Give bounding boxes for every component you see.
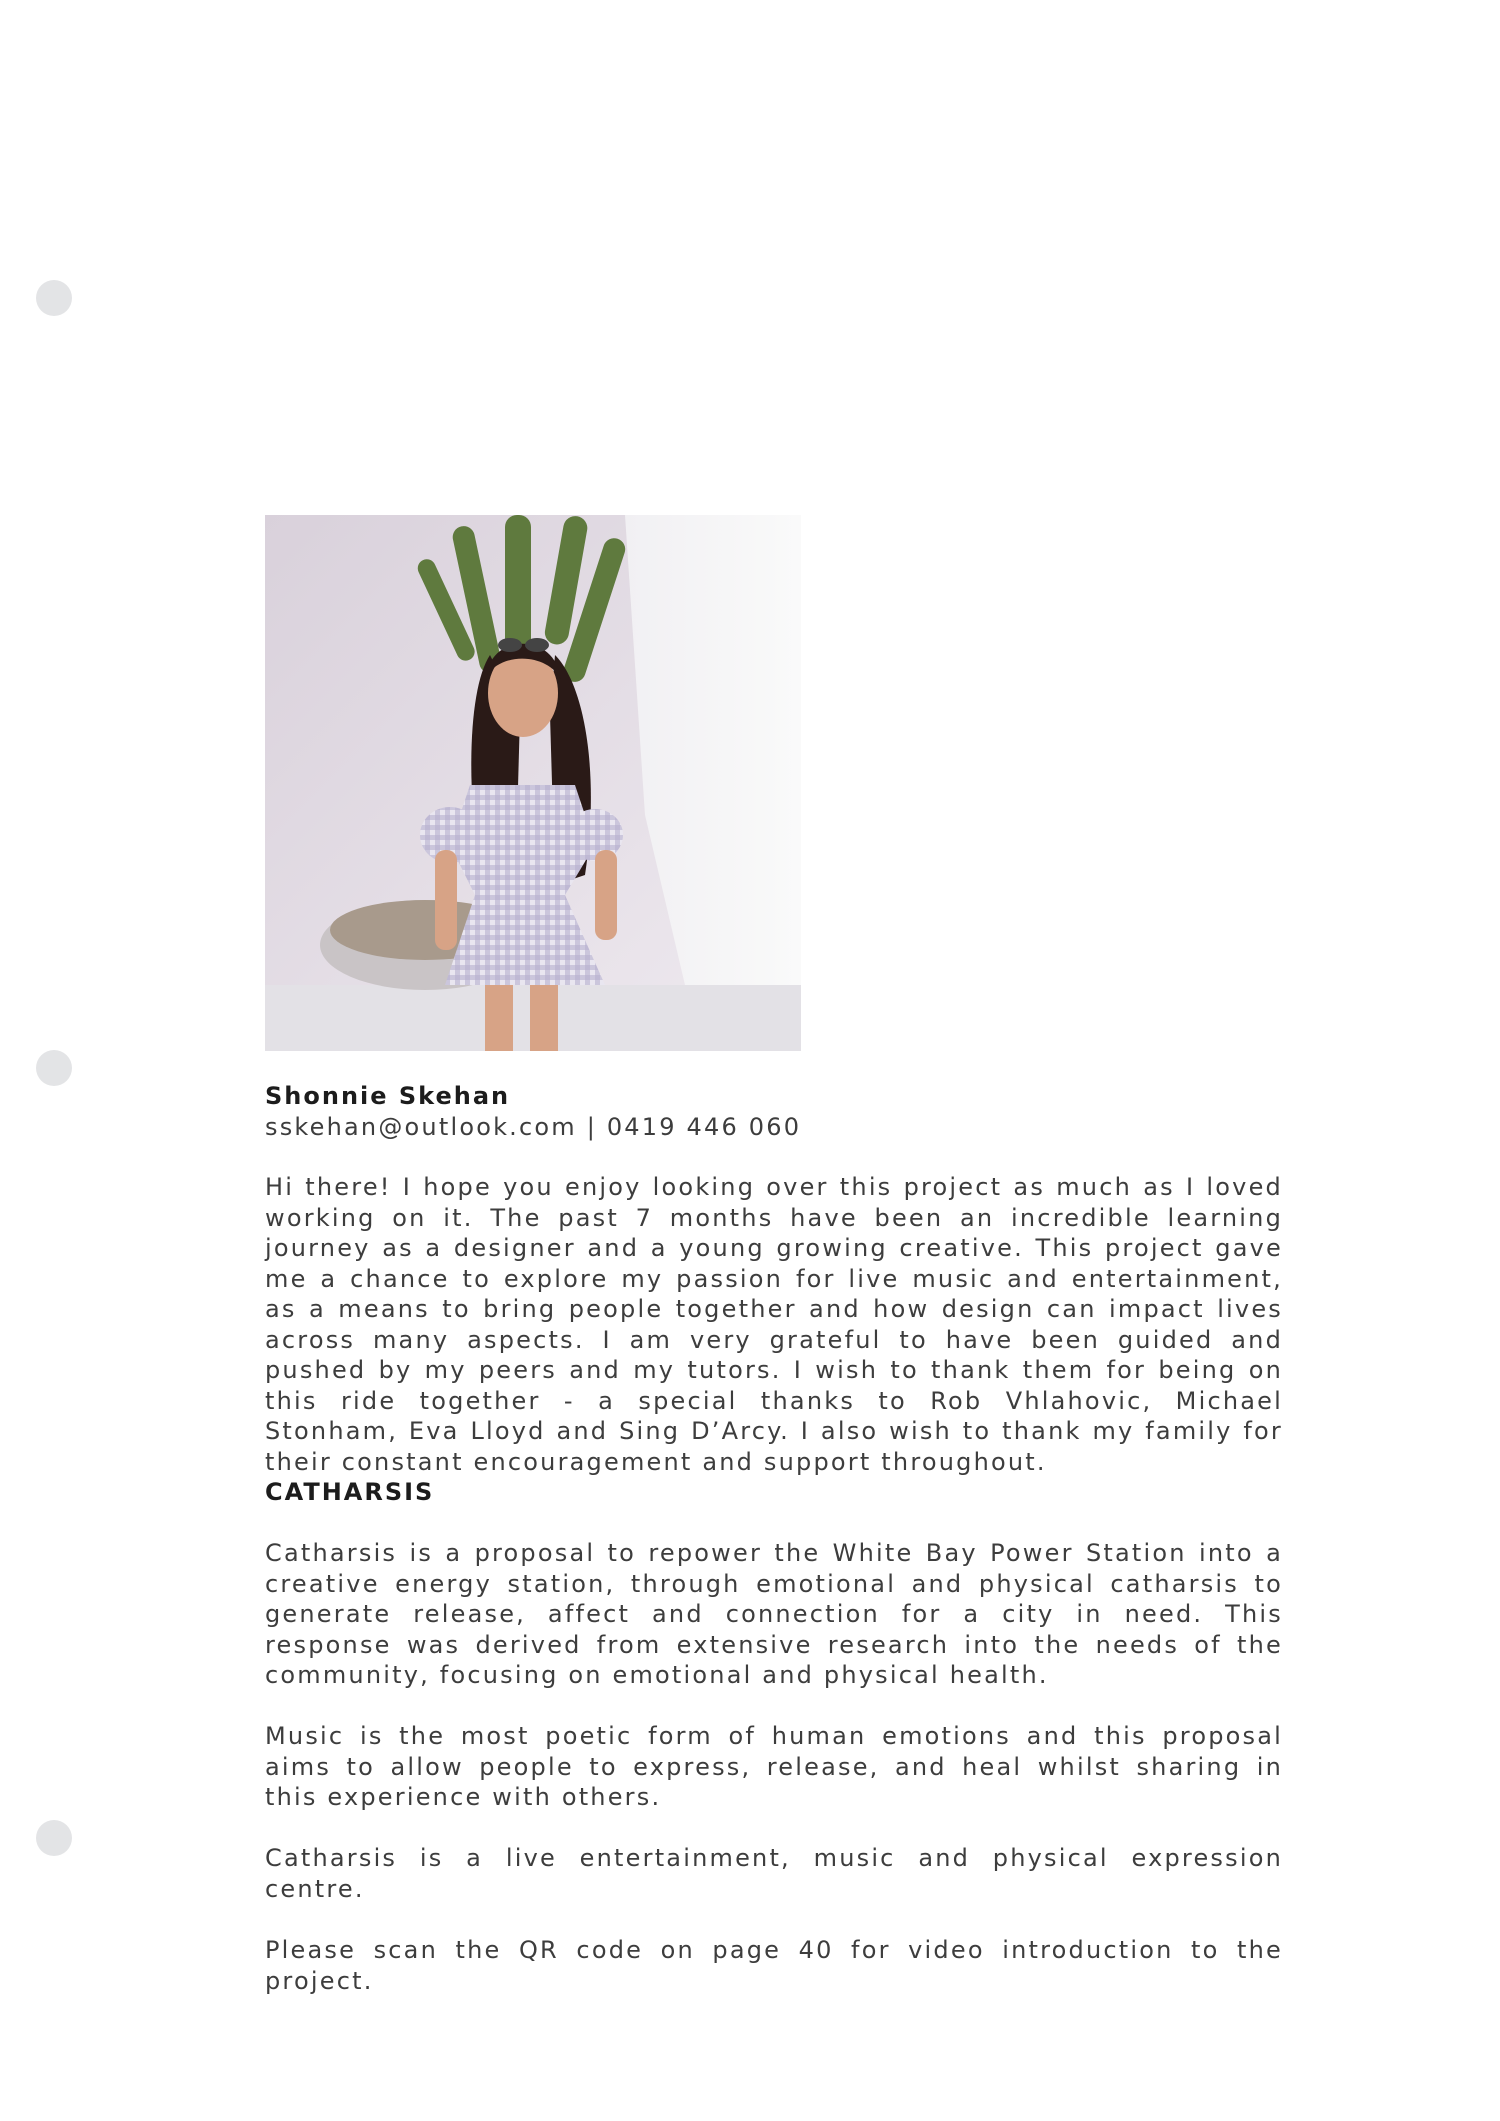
intro-paragraph: Hi there! I hope you enjoy looking over this project as much as I loved working on it. The past 7 months have been an incredible learning journey as a designer and a young growing creative. This project gave me a chance to explore my passion for live music and entertainment, as a means to bring people together and how design can impact lives across many aspects. I am very grateful to have been guided and pushed by my peers and my tutors. I wish to thank them for being on this ride together - a special thanks to Rob Vhlahovic, Michael Stonham, Eva Lloyd and Sing D’Arcy. I also wish to thank my family for their constant encouragement and support throughout. <box>265 1173 1283 1476</box>
project-description-1: Catharsis is a proposal to repower the White Bay Power Station into a creative energy station, through emotional and physical catharsis to generate release, affect and connection for a city in need. This response was derived from extensive research into the needs of the community, focusing on emotional and physical health. <box>265 1539 1283 1689</box>
author-name: Shonnie Skehan <box>265 1082 511 1110</box>
portrait-illustration <box>265 515 801 1051</box>
qr-code-note: Please scan the QR code on page 40 for video introduction to the project. <box>265 1936 1283 1995</box>
punch-hole-bottom <box>36 1820 72 1856</box>
project-title: CATHARSIS <box>265 1478 435 1506</box>
project-description-3: Catharsis is a live entertainment, music and physical expression centre. <box>265 1844 1283 1903</box>
author-contact[interactable]: sskehan@outlook.com | 0419 446 060 <box>265 1113 802 1141</box>
project-description-2: Music is the most poetic form of human emotions and this proposal aims to allow people to express, release, and heal whilst sharing in this experience with others. <box>265 1722 1283 1811</box>
punch-hole-top <box>36 280 72 316</box>
portrait-photo <box>265 515 801 1051</box>
punch-hole-middle <box>36 1050 72 1086</box>
